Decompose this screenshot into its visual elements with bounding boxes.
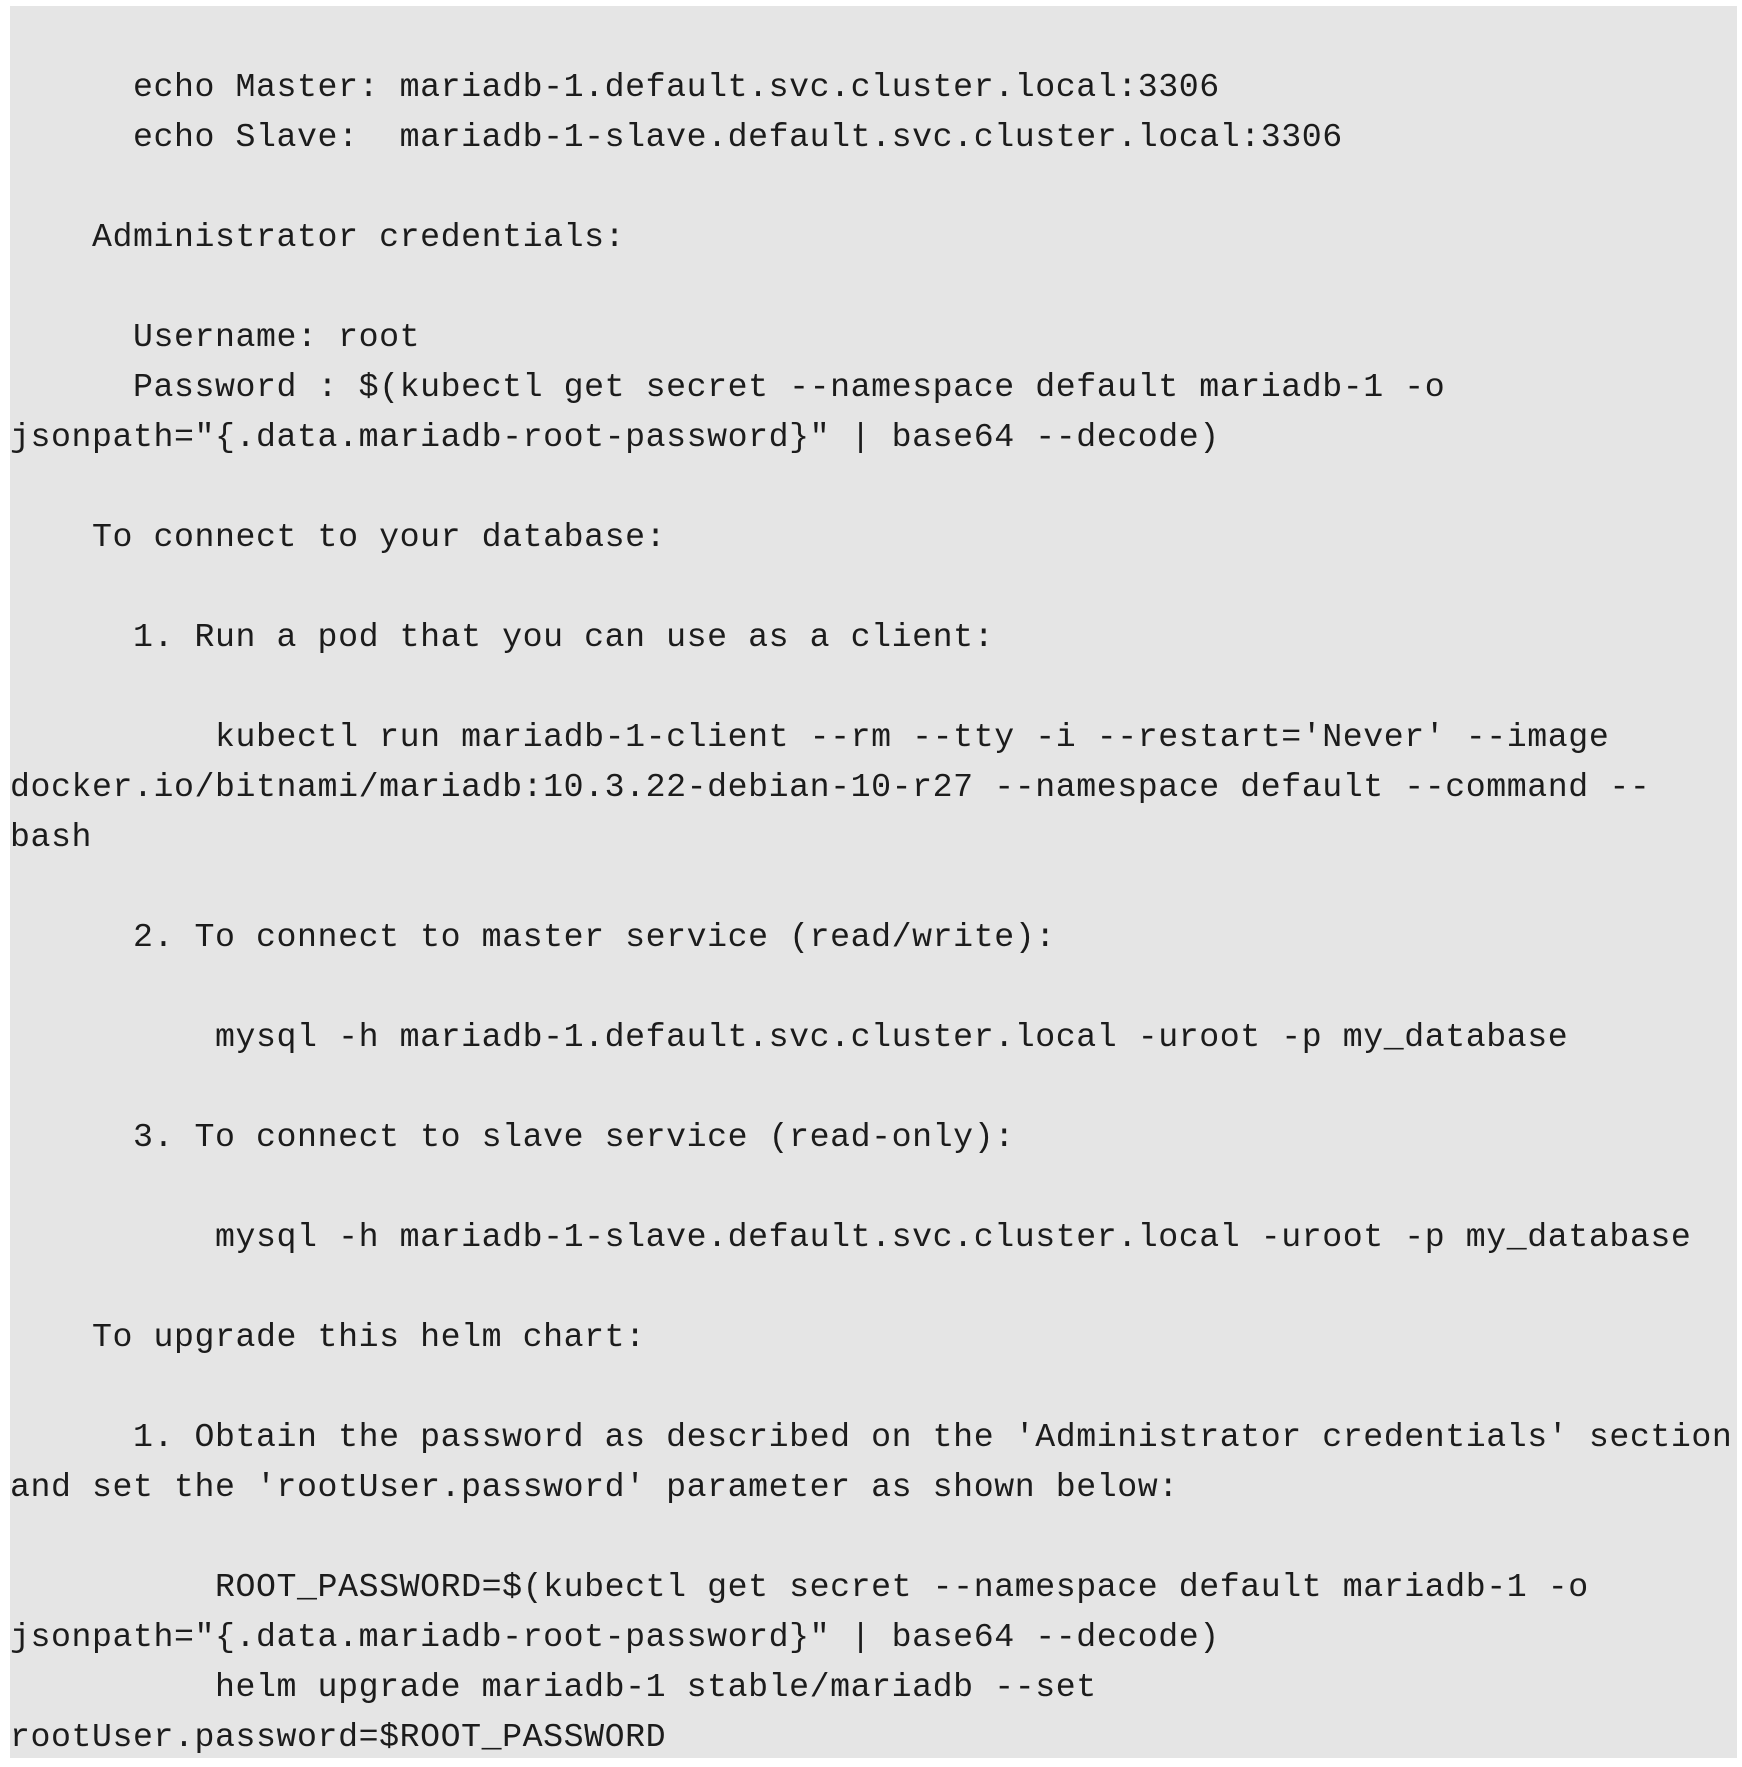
code-line: mysql -h mariadb-1.default.svc.cluster.local -uroot -p my_database [10, 1018, 1569, 1056]
code-line: ROOT_PASSWORD=$(kubectl get secret --namespace default mariadb-1 -o [10, 1568, 1589, 1606]
code-line: kubectl run mariadb-1-client --rm --tty -i --restart='Never' --image [10, 718, 1610, 756]
code-line: echo Master: mariadb-1.default.svc.cluster.local:3306 [10, 68, 1220, 106]
code-line: docker.io/bitnami/mariadb:10.3.22-debian-10-r27 --namespace default --command -- [10, 768, 1651, 806]
code-line: Password : $(kubectl get secret --namespace default mariadb-1 -o [10, 368, 1446, 406]
code-line: and set the 'rootUser.password' parameter as shown below: [10, 1468, 1179, 1506]
code-line: 3. To connect to slave service (read-only): [10, 1118, 1015, 1156]
code-line: To connect to your database: [10, 518, 667, 556]
code-line: helm upgrade mariadb-1 stable/mariadb --set [10, 1668, 1097, 1706]
code-line: mysql -h mariadb-1-slave.default.svc.cluster.local -uroot -p my_database [10, 1218, 1692, 1256]
code-line: jsonpath="{.data.mariadb-root-password}" | base64 --decode) [10, 418, 1220, 456]
code-line: To upgrade this helm chart: [10, 1318, 646, 1356]
code-line: echo Slave: mariadb-1-slave.default.svc.cluster.local:3306 [10, 118, 1343, 156]
code-line: 1. Obtain the password as described on the 'Administrator credentials' section [10, 1418, 1733, 1456]
code-line: Username: root [10, 318, 421, 356]
code-line: bash [10, 818, 93, 856]
code-line: 1. Run a pod that you can use as a client: [10, 618, 995, 656]
code-line: rootUser.password=$ROOT_PASSWORD [10, 1718, 667, 1756]
code-block [10, 6, 1737, 1758]
code-line: 2. To connect to master service (read/write): [10, 918, 1056, 956]
code-line: jsonpath="{.data.mariadb-root-password}" | base64 --decode) [10, 1618, 1220, 1656]
code-line: Administrator credentials: [10, 218, 626, 256]
